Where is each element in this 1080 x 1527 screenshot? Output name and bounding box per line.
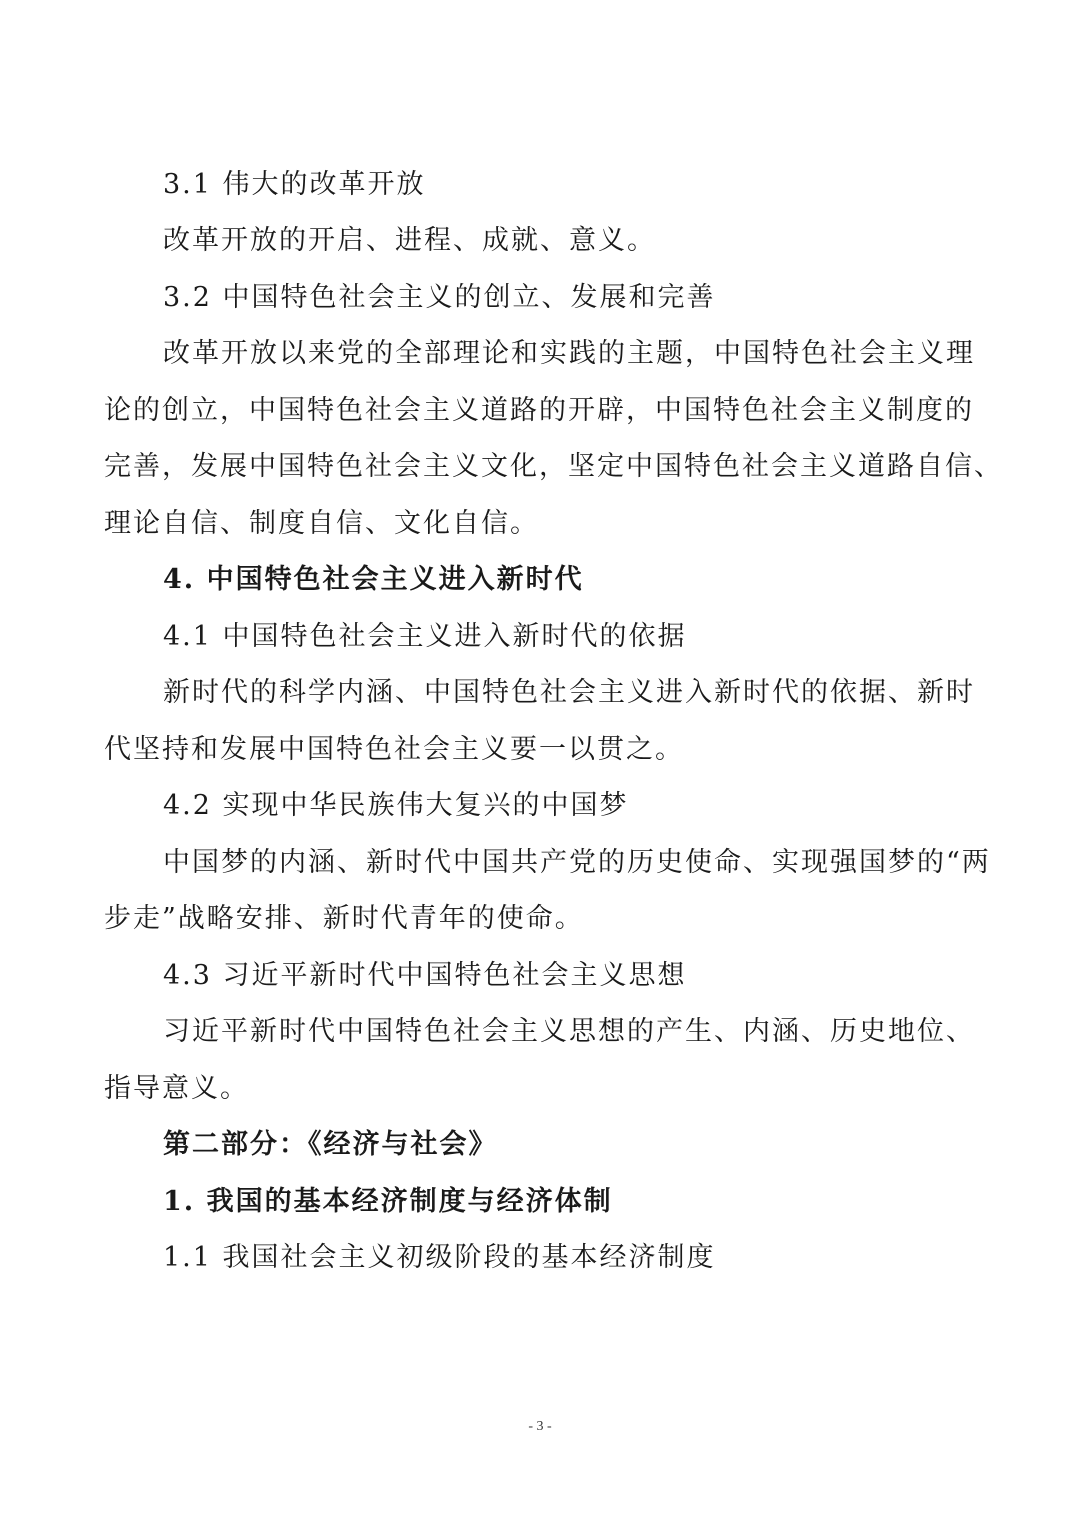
paragraph: 指导意义。 [104,1073,249,1104]
paragraph: 理论自信、制度自信、文化自信。 [104,508,539,539]
paragraph: 改革开放的开启、进程、成就、意义。 [163,225,656,256]
heading-4-2: 4.2 实现中华民族伟大复兴的中国梦 [163,790,629,821]
paragraph: 完善，发展中国特色社会主义文化，坚定中国特色社会主义道路自信、 [104,451,1003,482]
heading-1-1: 1.1 我国社会主义初级阶段的基本经济制度 [163,1242,716,1273]
section-heading-4: 4. 中国特色社会主义进入新时代 [163,564,584,595]
heading-3-1: 3.1 伟大的改革开放 [163,169,426,200]
paragraph: 新时代的科学内涵、中国特色社会主义进入新时代的依据、新时 [163,677,975,708]
heading-3-2: 3.2 中国特色社会主义的创立、发展和完善 [163,282,716,313]
paragraph: 改革开放以来党的全部理论和实践的主题，中国特色社会主义理 [163,338,975,369]
paragraph: 代坚持和发展中国特色社会主义要一以贯之。 [104,734,684,765]
part-heading: 第二部分：《经济与社会》 [163,1129,498,1160]
paragraph: 习近平新时代中国特色社会主义思想的产生、内涵、历史地位、 [163,1016,975,1047]
paragraph: 论的创立，中国特色社会主义道路的开辟，中国特色社会主义制度的 [104,395,974,426]
paragraph: 步走”战略安排、新时代青年的使命。 [104,903,584,934]
heading-4-3: 4.3 习近平新时代中国特色社会主义思想 [163,960,687,991]
page-number: - 3 - [528,1419,552,1434]
paragraph: 中国梦的内涵、新时代中国共产党的历史使命、实现强国梦的“两 [163,847,991,878]
section-heading-1: 1. 我国的基本经济制度与经济体制 [163,1186,613,1217]
heading-4-1: 4.1 中国特色社会主义进入新时代的依据 [163,621,687,652]
